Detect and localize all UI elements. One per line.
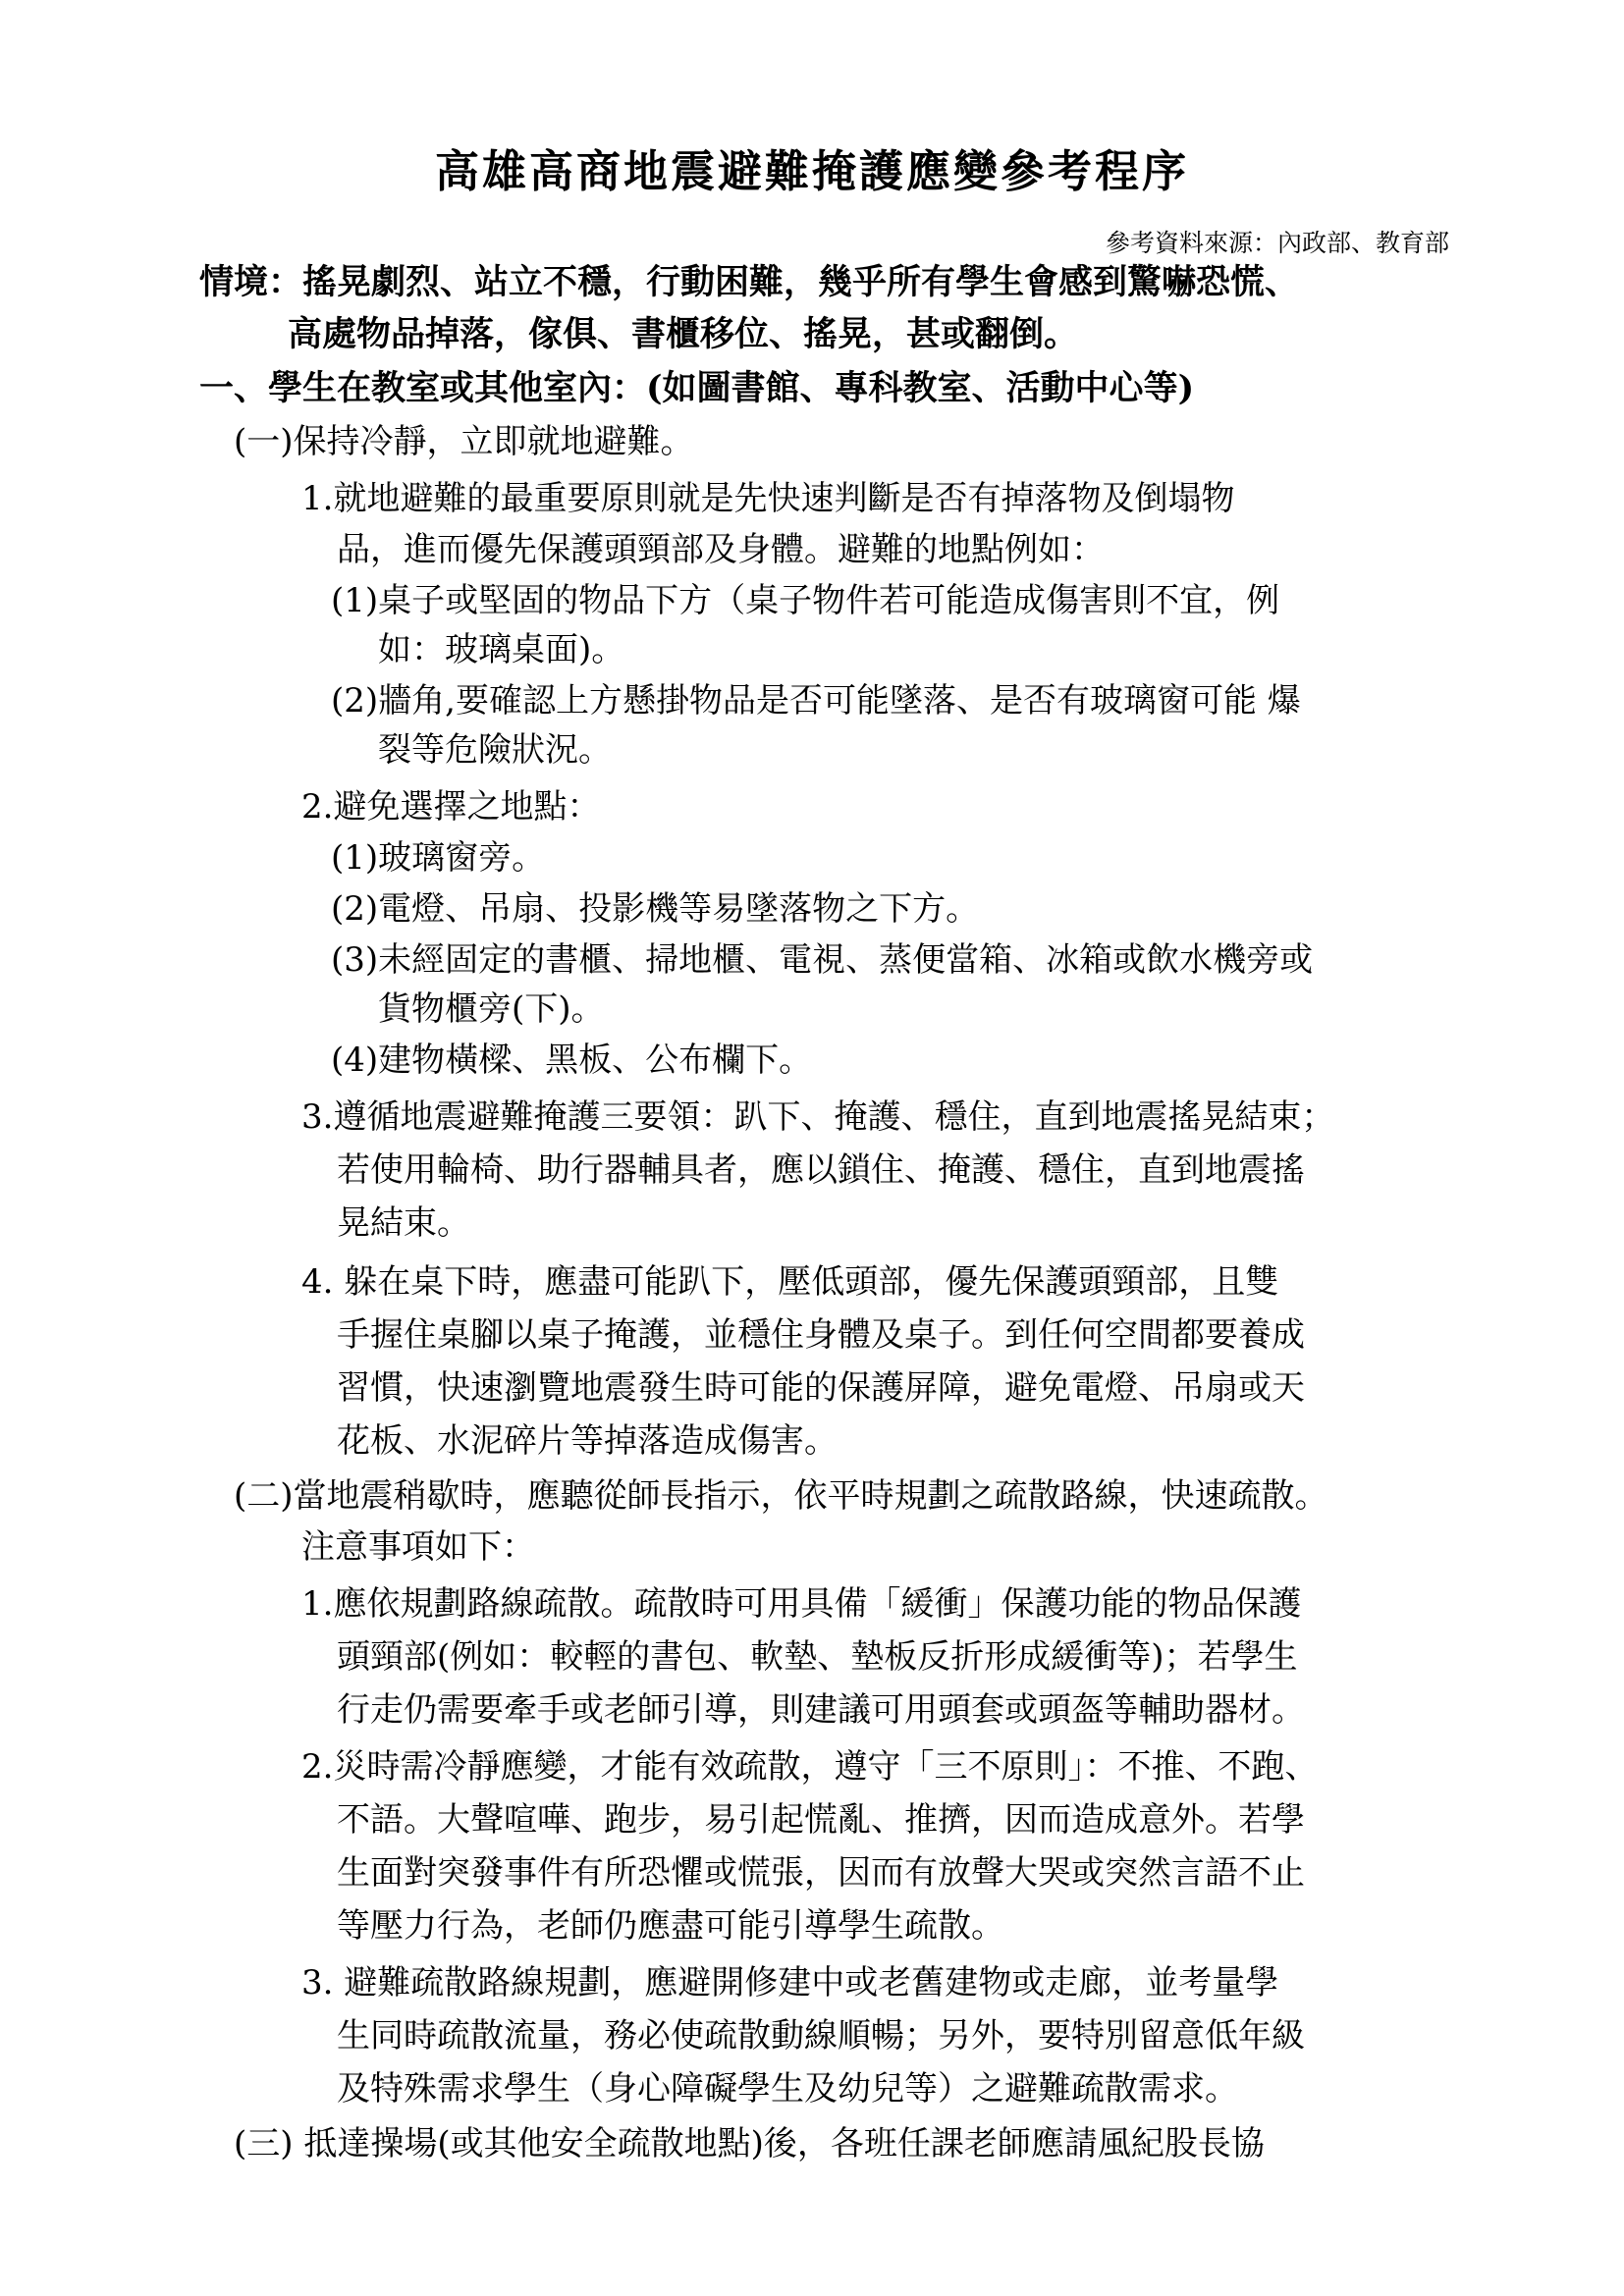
part-2-item-3-line-1: 3. 避難疏散路線規劃，應避開修建中或老舊建物或走廊，並考量學 [301,1963,1279,2002]
avoid-item-4: (4)建物橫樑、黑板、公布欄下。 [331,1041,813,1080]
part-1-item-1-line-1: 1.就地避難的最重要原則就是先快速判斷是否有掉落物及倒塌物 [301,479,1235,518]
part-3-heading: (三) 抵達操場(或其他安全疏散地點)後，各班任課老師應請風紀股長協 [234,2124,1265,2163]
part-1-item-1-line-2: 品，進而優先保護頭頸部及身體。避難的地點例如： [337,530,1105,569]
avoid-item-3-line-1: (3)未經固定的書櫃、掃地櫃、電視、蒸便當箱、冰箱或飲水機旁或 [331,940,1314,980]
part-1-item-2: 2.避免選擇之地點： [301,787,601,827]
scenario-line-2: 高處物品掉落，傢俱、書櫃移位、搖晃，甚或翻倒。 [288,314,1079,354]
part-1-item-3-line-1: 3.遵循地震避難掩護三要領：趴下、掩護、穩住，直到地震搖晃結束； [301,1097,1335,1137]
avoid-item-2: (2)電燈、吊扇、投影機等易墜落物之下方。 [331,889,980,929]
part-2-item-2-line-2: 不語。大聲喧嘩、跑步，易引起慌亂、推擠，因而造成意外。若學 [337,1800,1305,1840]
part-2-item-2-line-1: 2.災時需冷靜應變，才能有效疏散，遵守「三不原則」：不推、不跑、 [301,1747,1319,1787]
part-2-item-3-line-2: 生同時疏散流量，務必使疏散動線順暢；另外，要特別留意低年級 [337,2016,1305,2056]
part-2-item-3-line-3: 及特殊需求學生（身心障礙學生及幼兒等）之避難疏散需求。 [337,2069,1238,2109]
part-1-sub-2-line-2: 裂等危險狀況。 [378,730,612,770]
section-1-heading: 一、學生在教室或其他室內：(如圖書館、專科教室、活動中心等) [199,368,1195,408]
part-1-sub-2-line-1: (2)牆角,要確認上方懸掛物品是否可能墜落、是否有玻璃窗可能 爆 [331,681,1301,721]
avoid-item-3-line-2: 貨物櫃旁(下)。 [378,989,605,1029]
part-1-sub-1-line-2: 如：玻璃桌面)。 [378,630,625,669]
part-2-item-1-line-1: 1.應依規劃路線疏散。疏散時可用具備「緩衝」保護功能的物品保護 [301,1584,1302,1624]
part-2-heading-line-2: 注意事項如下： [301,1527,535,1567]
scenario-line-1: 情境：搖晃劇烈、站立不穩，行動困難，幾乎所有學生會感到驚嚇恐慌、 [199,262,1300,302]
part-1-item-4-line-4: 花板、水泥碎片等掉落造成傷害。 [337,1421,838,1461]
part-2-item-1-line-3: 行走仍需要牽手或老師引導，則建議可用頭套或頭盔等輔助器材。 [337,1690,1305,1730]
part-2-item-2-line-3: 生面對突發事件有所恐懼或慌張，因而有放聲大哭或突然言語不止 [337,1853,1305,1893]
part-1-item-4-line-1: 4. 躲在桌下時，應盡可能趴下，壓低頭部，優先保護頭頸部，且雙 [301,1262,1279,1302]
reference-source: 參考資料來源：內政部、教育部 [1105,229,1449,257]
part-1-item-3-line-3: 晃結束。 [337,1203,470,1243]
part-2-heading-line-1: (二)當地震稍歇時，應聽從師長指示，依平時規劃之疏散路線，快速疏散。 [234,1476,1328,1516]
part-1-item-3-line-2: 若使用輪椅、助行器輔具者，應以鎖住、掩護、穩住，直到地震搖 [337,1150,1305,1190]
document-title: 高雄高商地震避難掩護應變參考程序 [434,145,1189,197]
part-1-sub-1-line-1: (1)桌子或堅固的物品下方（桌子物件若可能造成傷害則不宜，例 [331,581,1280,620]
avoid-item-1: (1)玻璃窗旁。 [331,838,546,878]
part-2-item-2-line-4: 等壓力行為，老師仍應盡可能引導學生疏散。 [337,1906,1004,1946]
part-2-item-1-line-2: 頭頸部(例如：較輕的書包、軟墊、墊板反折形成緩衝等)；若學生 [337,1637,1298,1677]
part-1-item-4-line-3: 習慣，快速瀏覽地震發生時可能的保護屏障，避免電燈、吊扇或天 [337,1368,1305,1408]
part-1-heading: (一)保持冷靜，立即就地避難。 [234,422,694,461]
part-1-item-4-line-2: 手握住桌腳以桌子掩護，並穩住身體及桌子。到任何空間都要養成 [337,1315,1305,1355]
